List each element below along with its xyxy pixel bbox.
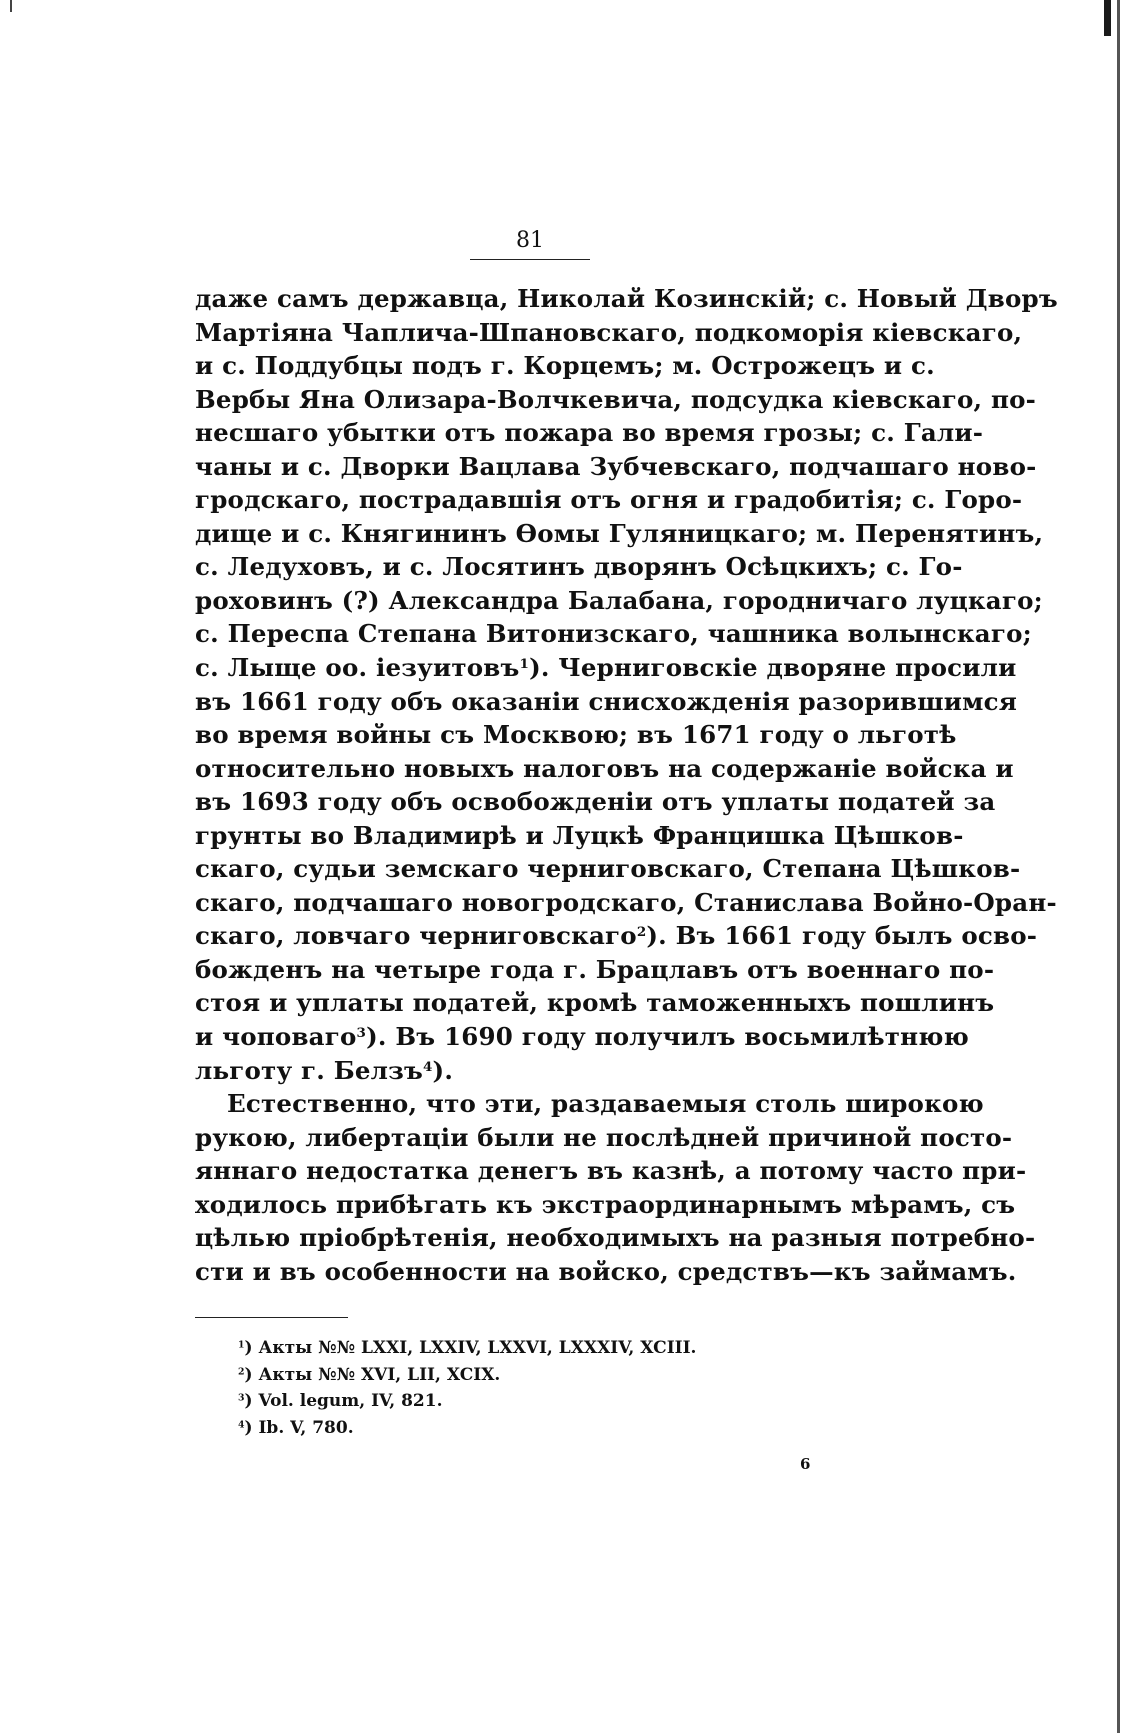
footnote-mark: 4 xyxy=(238,1418,245,1430)
text-line: и с. Поддубцы подъ г. Корцемъ; м. Острожецъ и с. xyxy=(195,351,935,381)
text-segment: и чоповаго xyxy=(195,1022,357,1052)
text-segment: ). Въ 1690 году получилъ восьмилѣтнюю xyxy=(366,1022,969,1052)
text-line: Мартіяна Чаплича-Шпановскаго, подкоморія кіевскаго, xyxy=(195,317,1023,347)
text-line: относительно новыхъ налоговъ на содержаніе войска и xyxy=(195,753,1014,783)
footnotes xyxy=(238,1335,798,1441)
signature-mark: 6 xyxy=(800,1455,811,1473)
text-line: въ 1693 году объ освобожденіи отъ уплаты податей за xyxy=(195,787,996,817)
text-segment: ). xyxy=(432,1055,454,1085)
text-line-with-ref xyxy=(195,919,1038,953)
text-line: несшаго убытки отъ пожара во время грозы; с. Гали- xyxy=(195,418,984,448)
footnote-mark: 1 xyxy=(238,1339,245,1351)
scan-binding-edge xyxy=(1117,0,1120,1733)
footnote-ref: 2 xyxy=(636,924,647,941)
paragraph-start-line: Естественно, что эти, раздаваемыя столь широкою xyxy=(227,1089,984,1119)
text-line-with-ref xyxy=(195,1020,969,1054)
text-line: Вербы Яна Олизара-Волчкевича, подсудка кіевскаго, по- xyxy=(195,384,1037,414)
text-line: роховинъ (?) Александра Балабана, городничаго луцкаго; xyxy=(195,585,1043,615)
text-segment: с. Лыще оо. іезуитовъ xyxy=(195,653,520,683)
footnote-mark: 3 xyxy=(238,1392,245,1404)
text-line: с. Переспа Степана Витонизскаго, чашника волынскаго; xyxy=(195,619,1032,649)
footnote-ref: 3 xyxy=(356,1024,367,1041)
footnote-ref: 1 xyxy=(519,655,530,672)
text-line: дище и с. Княгининъ Ѳомы Гуляницкаго; м. Перенятинъ, xyxy=(195,518,1044,548)
footnote-text: ) Акты №№ LXXI, LXXIV, LXXVI, LXXXIV, XCIII. xyxy=(244,1338,697,1358)
text-line-with-ref xyxy=(195,651,1017,685)
text-line: ходилось прибѣгать къ экстраординарнымъ мѣрамъ, съ xyxy=(195,1189,1016,1219)
text-line: гродскаго, пострадавшія отъ огня и градобитія; с. Горо- xyxy=(195,485,1023,515)
text-segment: льготу г. Белзъ xyxy=(195,1055,423,1085)
footnote-separator xyxy=(195,1317,348,1318)
text-line: скаго, подчашаго новогродскаго, Станислава Войно-Оран- xyxy=(195,887,1057,917)
body-text xyxy=(195,282,1058,1288)
text-line: въ 1661 году объ оказаніи снисхожденія разорившимся xyxy=(195,686,1018,716)
scan-edge-mark xyxy=(10,0,12,12)
page-number: 81 xyxy=(516,228,544,253)
footnote-text: ) Vol. legum, IV, 821. xyxy=(244,1391,443,1411)
text-line: с. Ледуховъ, и с. Лосятинъ дворянъ Осѣцкихъ; с. Го- xyxy=(195,552,963,582)
text-line: грунты во Владимирѣ и Луцкѣ Францишка Цѣшков- xyxy=(195,820,964,850)
text-line: рукою, либертаціи были не послѣдней причиной посто- xyxy=(195,1122,1013,1152)
text-line: скаго, судьи земскаго черниговскаго, Степана Цѣшков- xyxy=(195,854,1021,884)
text-line: даже самъ державца, Николай Козинскій; с. Новый Дворъ xyxy=(195,284,1058,313)
footnote-ref: 4 xyxy=(422,1058,433,1075)
scan-edge-mark xyxy=(1104,0,1111,36)
page-number-rule xyxy=(470,259,590,260)
footnote-text: ) Ib. V, 780. xyxy=(244,1417,354,1438)
text-line: божденъ на четыре года г. Брацлавъ отъ военнаго по- xyxy=(195,954,995,984)
text-segment: ). Черниговскіе дворяне просили xyxy=(529,653,1017,683)
text-line: сти и въ особенности на войско, средствъ—къ займамъ. xyxy=(195,1256,1017,1286)
footnote-mark: 2 xyxy=(238,1365,245,1377)
footnote-text: ) Акты №№ XVI, LII, XCIX. xyxy=(244,1364,501,1385)
text-line: цѣлью пріобрѣтенія, необходимыхъ на разныя потребно- xyxy=(195,1223,1036,1253)
footnote xyxy=(238,1335,798,1362)
text-line: стоя и уплаты податей, кромѣ таможенныхъ пошлинъ xyxy=(195,988,995,1018)
footnote xyxy=(238,1415,798,1442)
footnote xyxy=(238,1362,798,1389)
text-line: чаны и с. Дворки Вацлава Зубчевскаго, подчашаго ново- xyxy=(195,451,1037,481)
footnote xyxy=(238,1388,798,1415)
text-line: яннаго недостатка денегъ въ казнѣ, а потому часто при- xyxy=(195,1156,1027,1186)
text-segment: скаго, ловчаго черниговскаго xyxy=(195,921,637,951)
text-line: во время войны съ Москвою; въ 1671 году о льготѣ xyxy=(195,720,957,750)
text-line-with-ref xyxy=(195,1054,875,1088)
text-segment: ). Въ 1661 году былъ осво- xyxy=(646,921,1038,951)
